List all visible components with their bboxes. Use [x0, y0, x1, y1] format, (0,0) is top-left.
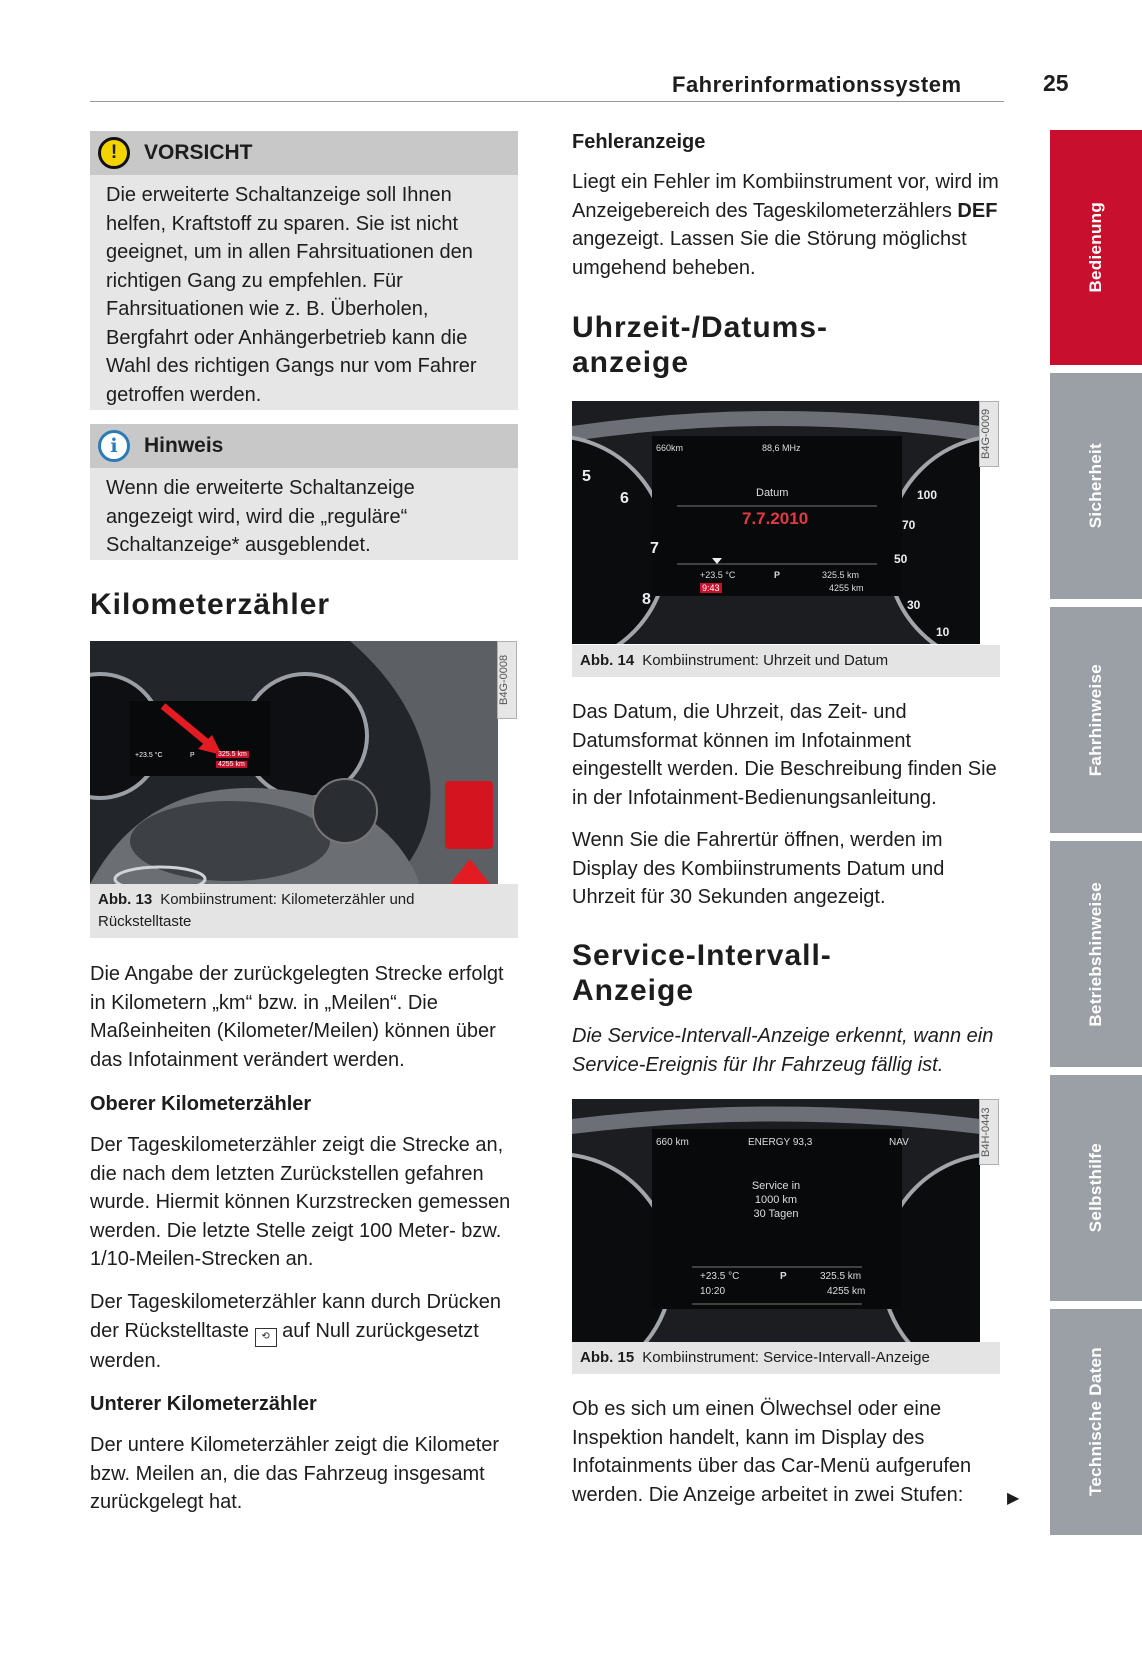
sv-line2: 1000 km [754, 1194, 798, 1206]
heading-service-1: Service-Intervall- [572, 939, 832, 972]
sv-trip: 325.5 km [820, 1271, 862, 1282]
heading-service-2: Anzeige [572, 974, 695, 1007]
heading-uhrzeit-1: Uhrzeit-/Datums- [572, 311, 829, 344]
svg-text:5: 5 [582, 468, 591, 485]
tab-fahrhinweise-label: Fahrhinweise [1086, 663, 1105, 777]
svg-text:7: 7 [650, 540, 659, 557]
figure-15-caption [572, 1342, 1000, 1374]
sv-nav: NAV [889, 1137, 909, 1148]
note-header [90, 424, 518, 468]
heading-service [572, 938, 832, 1008]
sv-time: 10:20 [700, 1286, 726, 1297]
info-icon: i [98, 430, 130, 462]
tab-betriebshinweise[interactable] [1050, 841, 1142, 1067]
datetime-text-1: Das Datum, die Uhrzeit, das Zeit- und Datumsformat können im Infotainment eingestellt werden. Die Beschreibung finden Sie in der Infotainment-Bedienungsanleitung. [572, 701, 997, 809]
sv-total: 4255 km [827, 1286, 866, 1297]
upper-text-2a: Der Tageskilometerzähler kann durch Drücken der Rückstelltaste [90, 1291, 501, 1342]
svg-text:100: 100 [917, 488, 938, 502]
dt-gear: P [774, 570, 781, 580]
tab-technische-daten[interactable] [1050, 1309, 1142, 1535]
caution-title: VORSICHT [144, 141, 253, 164]
upper-text-1: Der Tageskilometerzähler zeigt die Strecke an, die nach dem letzten Zurückstellen gefahren wurde. Hiermit können Kurzstrecken gemessen werden. Die letzte Stelle zeigt 100 Meter- bzw. 1/10-Meilen-Strecken an. [90, 1134, 511, 1271]
odo-total: 4255 km [218, 761, 245, 768]
lower-text: Der untere Kilometerzähler zeigt die Kilometer bzw. Meilen an, die das Fahrzeug insgesamt zurückgelegt hat. [90, 1434, 500, 1514]
svg-text:50: 50 [894, 552, 908, 566]
sv-range: 660 km [656, 1137, 689, 1148]
dt-temp: +23.5 °C [700, 570, 736, 580]
note-title: Hinweis [144, 434, 224, 457]
sv-temp: +23.5 °C [700, 1271, 740, 1282]
dt-label: Datum [756, 487, 789, 499]
figure-13 [90, 641, 498, 884]
figure-15-label: Abb. 15 [580, 1349, 635, 1366]
service-intro: Die Service-Intervall-Anzeige erkennt, wann ein Service-Ereignis für Ihr Fahrzeug fällig ist. [572, 1025, 994, 1076]
running-header: Fahrerinformationssystem [672, 72, 962, 97]
figure-14-caption [572, 645, 1000, 677]
figure-13-caption-text: Kombiinstrument: Kilometerzähler und Rückstelltaste [98, 891, 415, 930]
heading-uhrzeit [572, 310, 828, 380]
reset-button-icon: ⟲ [255, 1328, 277, 1347]
figure-15 [572, 1099, 980, 1342]
error-text-a: Liegt ein Fehler im Kombiinstrument vor, wird im Anzeigebereich des Tageskilometerzählers [572, 171, 999, 222]
error-text [572, 168, 1004, 282]
heading-uhrzeit-2: anzeige [572, 346, 690, 379]
heading-oberer: Oberer Kilometerzähler [90, 1093, 312, 1115]
figure-15-code: B4H-0443 [979, 1099, 999, 1165]
warning-icon: ! [98, 137, 130, 169]
header-rule [90, 101, 1004, 102]
dt-radio: 88,6 MHz [762, 443, 801, 453]
svg-text:8: 8 [642, 591, 651, 608]
dt-date: 7.7.2010 [742, 509, 809, 528]
svg-text:70: 70 [902, 518, 916, 532]
sv-gear: P [780, 1271, 787, 1282]
sv-message [746, 1179, 806, 1221]
tab-sicherheit-label: Sicherheit [1086, 443, 1105, 529]
sv-radio: ENERGY 93,3 [748, 1137, 813, 1148]
error-text-b: angezeigt. Lassen Sie die Störung möglichst umgehend beheben. [572, 228, 967, 279]
sv-line3: 30 Tagen [753, 1208, 799, 1220]
figure-14-code: B4G-0009 [979, 401, 999, 467]
dt-range: 660km [656, 443, 684, 453]
figure-13-code: B4G-0008 [497, 641, 517, 719]
instrument-cluster-photo [90, 641, 498, 884]
note-box [90, 424, 518, 560]
odo-trip: 325.5 km [218, 751, 247, 758]
caution-header [90, 131, 518, 175]
caution-text: Die erweiterte Schaltanzeige soll Ihnen helfen, Kraftstoff zu sparen. Sie ist nicht geeignet, um in allen Fahrsituationen den richtigen Gang zu empfehlen. Für Fahrsituationen wie z. B. Überholen, Bergfahrt oder Anhängerbetrieb kann die Wahl des richtigen Gangs nur vom Fahrer getroffen werden. [106, 184, 477, 406]
upper-text-2 [90, 1288, 520, 1375]
figure-14-label: Abb. 14 [580, 652, 635, 669]
sv-line1: Service in [751, 1180, 801, 1192]
tab-betriebshinweise-label: Betriebshinweise [1086, 881, 1105, 1027]
tab-sicherheit[interactable] [1050, 373, 1142, 599]
figure-15-caption-text: Kombiinstrument: Service-Intervall-Anzeige [642, 1349, 930, 1366]
figure-14 [572, 401, 980, 644]
odo-gear: P [190, 752, 195, 759]
svg-text:10: 10 [936, 625, 950, 639]
svg-text:30: 30 [907, 598, 921, 612]
error-code: DEF [957, 199, 998, 222]
tab-bedienung-label: Bedienung [1086, 202, 1105, 293]
km-intro: Die Angabe der zurückgelegten Strecke erfolgt in Kilometern „km“ bzw. in „Meilen“. Die Maßeinheiten (Kilometer/Meilen) können über das Infotainment verändert werden. [90, 963, 504, 1071]
svg-text:6: 6 [620, 490, 629, 507]
heading-kilometerzaehler: Kilometerzähler [90, 588, 331, 621]
service-text: Ob es sich um einen Ölwechsel oder eine Inspektion handelt, kann im Display des Infotainments über das Car-Menü aufgerufen werden. Die Anzeige arbeitet in zwei Stufen: [572, 1398, 972, 1506]
dt-time: 9:43 [702, 583, 720, 593]
caution-box [90, 131, 518, 410]
dt-total: 4255 km [829, 583, 864, 593]
continue-arrow-icon: ▶ [1007, 1490, 1020, 1507]
tab-technische-daten-label: Technische Daten [1086, 1347, 1105, 1497]
odo-temp: +23.5 °C [135, 752, 163, 759]
tab-selbsthilfe[interactable] [1050, 1075, 1142, 1301]
datetime-text-2: Wenn Sie die Fahrertür öffnen, werden im Display des Kombiinstruments Datum und Uhrzeit für 30 Sekunden angezeigt. [572, 829, 945, 909]
page-number: 25 [1043, 70, 1069, 96]
tab-fahrhinweise[interactable] [1050, 607, 1142, 833]
heading-unterer: Unterer Kilometerzähler [90, 1393, 317, 1415]
figure-13-label: Abb. 13 [98, 891, 153, 908]
figure-13-caption [90, 884, 518, 938]
note-text: Wenn die erweiterte Schaltanzeige angezeigt wird, wird die „reguläre“ Schaltanzeige* ausgeblendet. [106, 477, 415, 556]
upper-text-2b: auf Null zurückgesetzt werden. [90, 1319, 479, 1372]
tab-selbsthilfe-label: Selbsthilfe [1086, 1143, 1105, 1233]
dt-trip: 325.5 km [822, 570, 860, 580]
heading-fehleranzeige: Fehleranzeige [572, 131, 706, 153]
tab-bedienung[interactable] [1050, 130, 1142, 365]
figure-14-caption-text: Kombiinstrument: Uhrzeit und Datum [642, 652, 889, 669]
